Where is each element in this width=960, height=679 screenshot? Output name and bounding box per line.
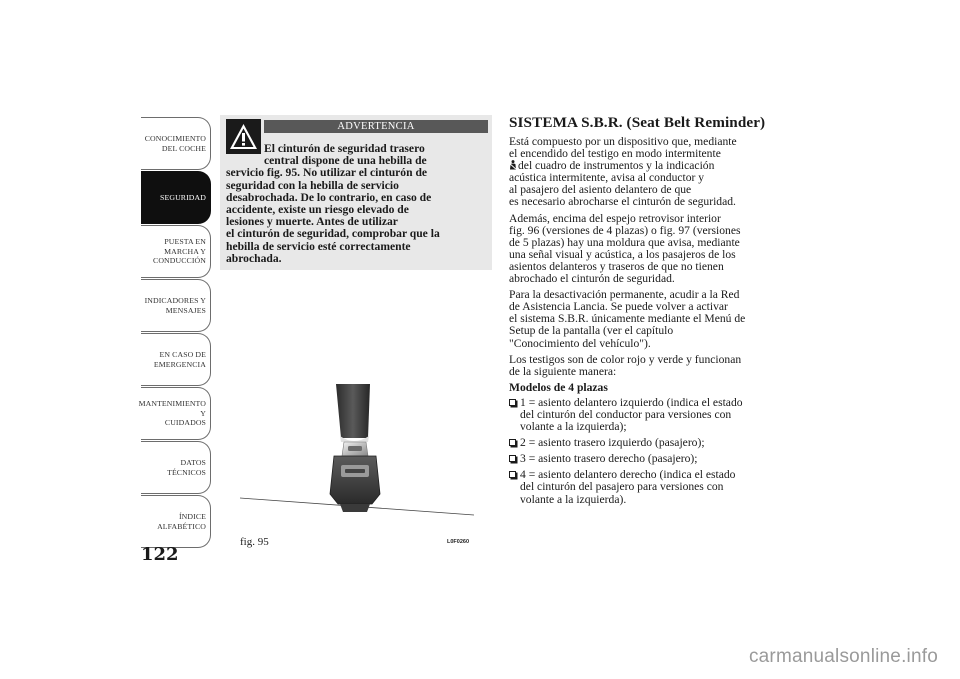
tab-seguridad[interactable] <box>141 171 211 224</box>
warning-box <box>220 115 492 270</box>
warning-line: el cinturón de seguridad, comprobar que la <box>226 227 440 241</box>
text-line: Además, encima del espejo retrovisor interior <box>509 211 721 225</box>
text-line: volante a la izquierda). <box>520 492 627 506</box>
list-item <box>509 437 791 449</box>
text-line: del cinturón del conductor para versiones con <box>520 407 732 421</box>
text-line: asientos delanteros y traseros de que no tienen <box>509 259 724 273</box>
text-line: 1 = asiento delantero izquierdo (indica el estado <box>520 395 743 409</box>
tab-label: PUESTA EN MARCHA Y CONDUCCIÓN <box>153 237 206 266</box>
warning-line: seguridad con la hebilla de servicio <box>226 178 399 192</box>
tab-datos-tecnicos[interactable] <box>141 441 211 494</box>
text-line: de Asistencia Lancia. Se puede volver a activar <box>509 300 728 314</box>
text-line: 2 = asiento trasero izquierdo (pasajero); <box>520 436 705 450</box>
warning-line: hebilla de servicio esté correctamente <box>226 239 411 253</box>
figure-code: L0F0260 <box>447 539 470 545</box>
text-line: volante a la izquierda); <box>520 420 627 434</box>
tab-label: ÍNDICE ALFABÉTICO <box>157 512 206 531</box>
text-line: Para la desactivación permanente, acudir a la Red <box>509 288 740 302</box>
list-item <box>509 453 791 465</box>
warning-heading: ADVERTENCIA <box>264 120 488 133</box>
chapter-tabs <box>138 117 211 549</box>
warning-line: abrochada. <box>226 251 282 265</box>
figure-seat-belt-buckle <box>240 380 474 535</box>
text-line: abrochado el cinturón de seguridad. <box>509 272 675 286</box>
watermark: carmanualsonline.info <box>748 646 938 667</box>
text-line: el sistema S.B.R. únicamente mediante el Menú de <box>509 312 746 326</box>
text-line: al pasajero del asiento delantero de que <box>509 183 692 197</box>
sbr-section <box>509 114 791 510</box>
warning-text <box>226 143 488 265</box>
warning-line: accidente, existe un riesgo elevado de <box>226 203 409 217</box>
paragraph-desactivacion <box>509 289 791 349</box>
tab-label: EN CASO DE EMERGENCIA <box>153 350 206 369</box>
tab-puesta-en-marcha[interactable] <box>141 225 211 278</box>
text-line: "Conocimiento del vehículo"). <box>509 336 651 350</box>
list-item <box>509 397 791 433</box>
warning-line: central dispone de una hebilla de <box>264 154 427 168</box>
text-line: de la siguiente manera: <box>509 364 617 378</box>
text-line: el encendido del testigo en modo intermitente <box>509 147 721 161</box>
warning-line: El cinturón de seguridad trasero <box>264 142 425 155</box>
warning-line: desabrochada. De lo contrario, en caso de <box>226 190 432 204</box>
checkbox-bullet-icon <box>509 471 516 478</box>
tab-label: INDICADORES Y MENSAJES <box>144 296 206 315</box>
paragraph-testigos <box>509 354 791 378</box>
figure-caption: fig. 95 <box>240 536 269 548</box>
warning-line: lesiones y muerte. Antes de utilizar <box>226 215 398 229</box>
page-number: 122 <box>141 544 179 565</box>
text-line: del cinturón del pasajero para versiones con <box>520 480 724 494</box>
subheading-4-plazas: Modelos de 4 plazas <box>509 380 608 394</box>
seat-belt-warning-icon <box>509 160 517 170</box>
tab-label: CONOCIMIENTO DEL COCHE <box>144 134 206 153</box>
tab-label: DATOS TÉCNICOS <box>167 458 206 477</box>
text-line: Los testigos son de color rojo y verde y funcionan <box>509 352 742 366</box>
tab-label: MANTENIMIENTO Y CUIDADOS <box>138 399 206 428</box>
text-line: 3 = asiento trasero derecho (pasajero); <box>520 452 698 466</box>
text-line: de 5 plazas) hay una moldura que avisa, mediante <box>509 235 740 249</box>
paragraph-moldura <box>509 213 791 286</box>
text-line: 4 = asiento delantero derecho (indica el estado <box>520 468 736 482</box>
tab-indice-alfabetico[interactable] <box>141 495 211 548</box>
section-title: SISTEMA S.B.R. (Seat Belt Reminder) <box>509 114 766 131</box>
text-line: del cuadro de instrumentos y la indicación <box>518 159 715 173</box>
warning-line: servicio fig. 95. No utilizar el cinturón de <box>226 166 428 180</box>
tab-en-caso-de-emergencia[interactable] <box>141 333 211 386</box>
text-line: Está compuesto por un dispositivo que, mediante <box>509 135 737 148</box>
text-line: es necesario abrocharse el cinturón de seguridad. <box>509 195 736 209</box>
checkbox-bullet-icon <box>509 399 516 406</box>
text-line: una señal visual y acústica, a los pasajeros de los <box>509 247 736 261</box>
text-line: Setup de la pantalla (ver el capítulo <box>509 324 674 338</box>
list-item <box>509 469 791 505</box>
text-line: fig. 96 (versiones de 4 plazas) o fig. 97 (versiones <box>509 223 741 237</box>
paragraph-description <box>509 136 791 209</box>
tab-mantenimiento-y-cuidados[interactable] <box>138 387 211 440</box>
tab-indicadores-y-mensajes[interactable] <box>141 279 211 332</box>
tab-label: SEGURIDAD <box>160 192 206 202</box>
checkbox-bullet-icon <box>509 439 516 446</box>
text-line: acústica intermitente, avisa al conductor y <box>509 171 705 185</box>
checkbox-bullet-icon <box>509 455 516 462</box>
tab-conocimiento-del-coche[interactable] <box>141 117 211 170</box>
